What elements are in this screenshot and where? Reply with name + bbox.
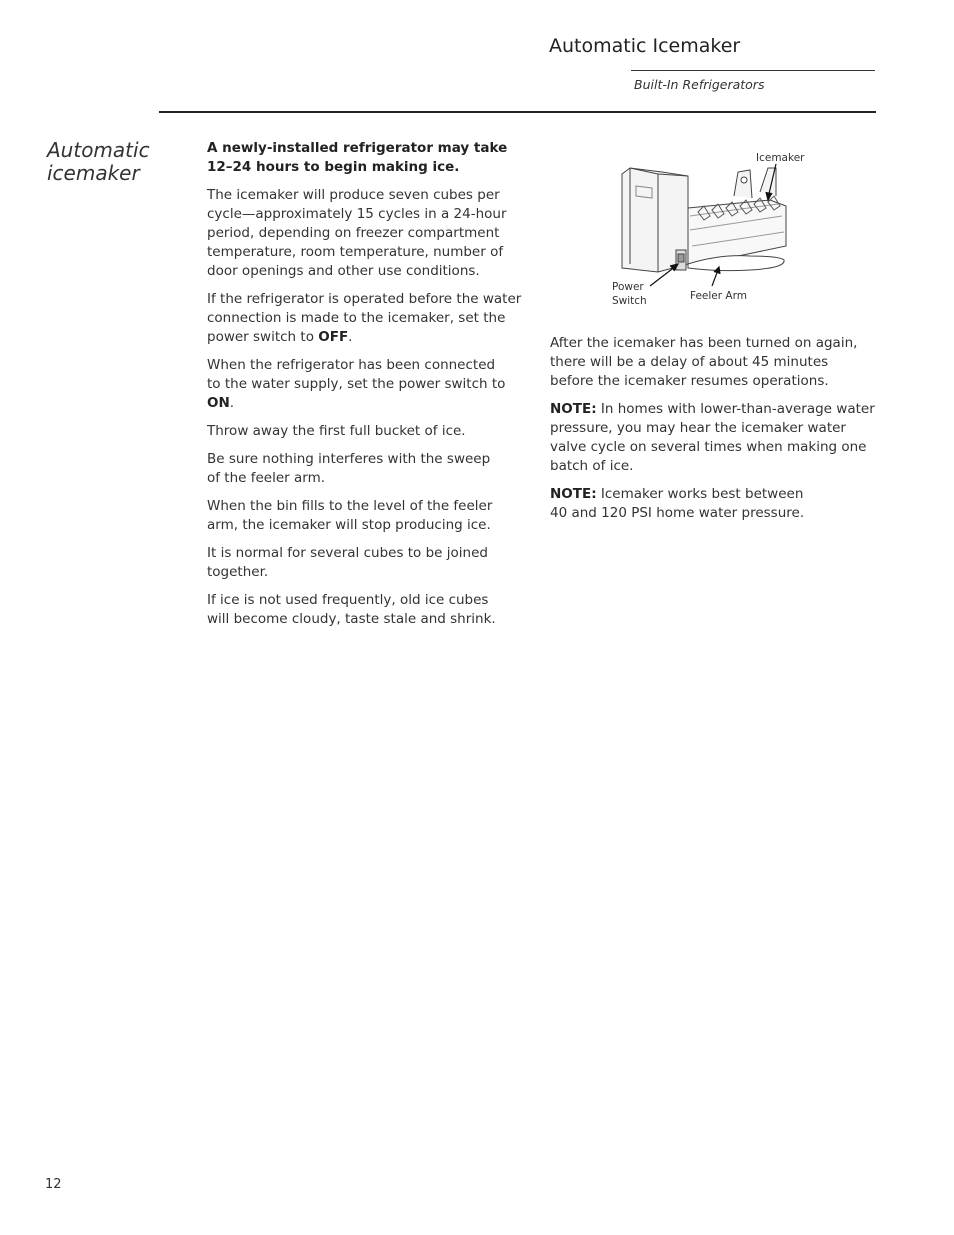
p3-line1: When the refrigerator has been connected	[207, 357, 496, 373]
page-header-subtitle: Built-In Refrigerators	[634, 77, 765, 92]
section-title	[47, 139, 187, 185]
page-header-title: Automatic Icemaker	[549, 35, 741, 57]
p2-text: If the refrigerator is operated before the water connection is made to the icemaker, set the power switch to	[207, 291, 522, 345]
icemaker-illustration	[600, 146, 860, 316]
lead-line1: A newly-installed refrigerator may take	[207, 140, 508, 156]
label-feeler-arm: Feeler Arm	[690, 290, 747, 302]
paragraph-throw-away: Throw away the first full bucket of ice.	[207, 423, 466, 439]
on-label: ON	[207, 395, 230, 411]
note2-line1: Icemaker works best between	[596, 486, 804, 502]
p5-line2: of the feeler arm.	[207, 470, 326, 486]
p5-line1: Be sure nothing interferes with the sweep	[207, 451, 491, 467]
label-icemaker: Icemaker	[756, 152, 805, 164]
paragraph-old-ice	[207, 591, 527, 629]
paragraph-power-on	[207, 356, 527, 413]
p2-end: .	[348, 329, 353, 345]
note1-text: In homes with lower-than-average water pressure, you may hear the icemaker water valve cycle on several times when making one batch of ice.	[550, 401, 875, 474]
lead-line2: 12–24 hours to begin making ice.	[207, 159, 460, 175]
icemaker-drawing	[622, 168, 786, 272]
note2-line2: 40 and 120 PSI home water pressure.	[550, 505, 805, 521]
paragraph-power-off	[207, 290, 527, 347]
note2-label: NOTE:	[550, 486, 597, 502]
lead-paragraph	[207, 139, 527, 177]
section-title-line2: icemaker	[47, 161, 140, 185]
p3-text: to the water supply, set the power switch to	[207, 376, 506, 392]
note-water-pressure	[550, 400, 875, 476]
label-power: Power	[612, 281, 644, 293]
label-switch: Switch	[612, 295, 647, 307]
right-column	[550, 334, 875, 532]
paragraph-joined-cubes: It is normal for several cubes to be joined together.	[207, 545, 488, 580]
paragraph-feeler-sweep	[207, 450, 527, 488]
header-divider-short	[631, 70, 875, 71]
off-label: OFF	[318, 329, 349, 345]
note-psi	[550, 485, 875, 523]
p3-end: .	[229, 395, 235, 411]
section-title-line1: Automatic	[47, 138, 150, 162]
p8-line2: will become cloudy, taste stale and shrink.	[207, 611, 496, 627]
header-divider-long	[159, 111, 876, 113]
paragraph-delay: After the icemaker has been turned on again, there will be a delay of about 45 minutes before the icemaker resumes operations.	[550, 335, 858, 389]
paragraph-bin-fills: When the bin fills to the level of the feeler arm, the icemaker will stop producing ice.	[207, 498, 493, 533]
paragraph-cube-production: The icemaker will produce seven cubes per cycle—approximately 15 cycles in a 24-hour period, depending on freezer compartment temperature, room temperature, number of door openings and other use conditions.	[207, 187, 507, 279]
p8-line1: If ice is not used frequently, old ice cubes	[207, 592, 489, 608]
note1-label: NOTE:	[550, 401, 597, 417]
left-column	[207, 139, 527, 638]
page-number: 12	[45, 1177, 62, 1192]
